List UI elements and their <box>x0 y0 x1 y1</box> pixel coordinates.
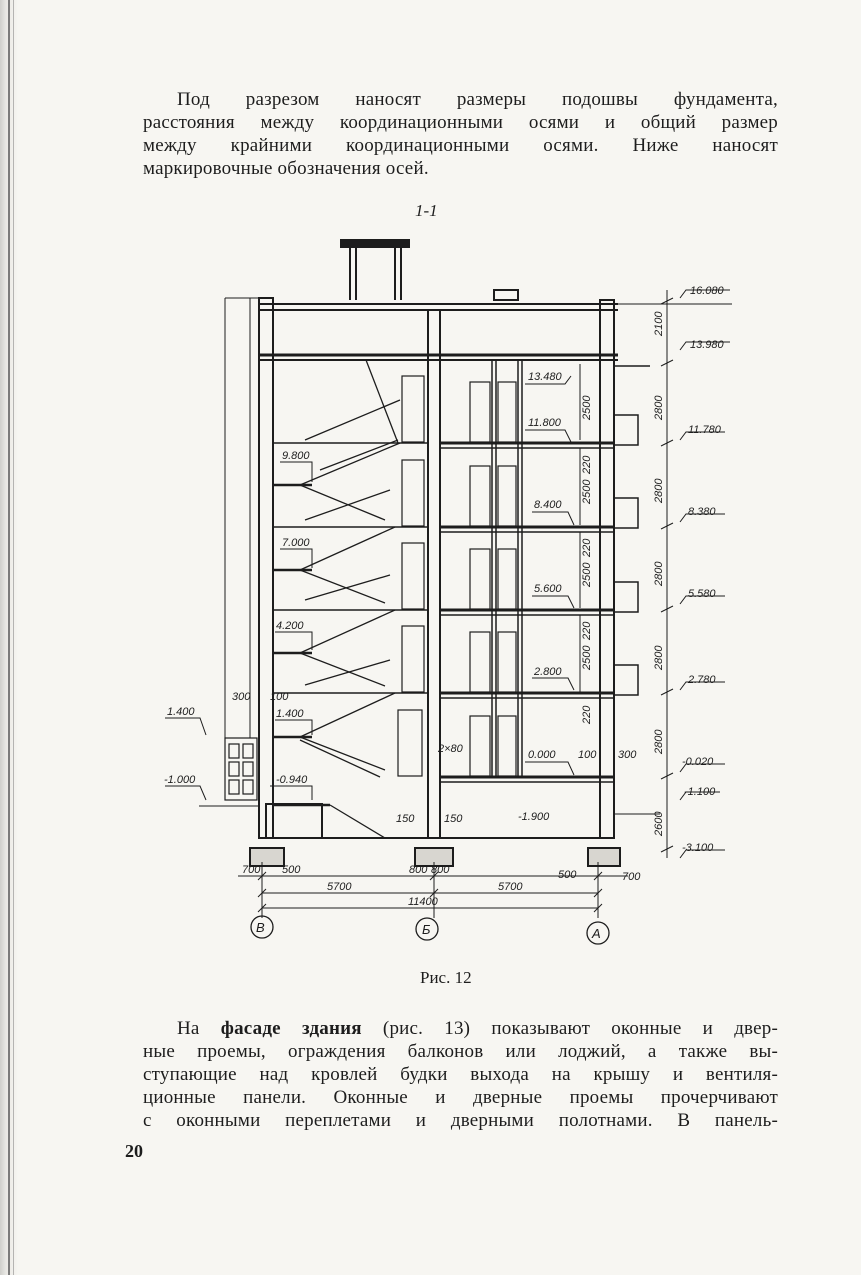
dim-150-b: 150 <box>444 813 463 825</box>
text-line: ные проемы, ограждения балконов или лоджий, а также вы- <box>143 1041 778 1062</box>
elev-right-6: -0.020 <box>682 756 714 768</box>
elev-left-1: -1.000 <box>164 774 196 786</box>
partition-walls <box>492 360 522 777</box>
landing-3: 1.400 <box>276 708 304 720</box>
right-wall <box>600 300 614 838</box>
middle-wall <box>428 310 440 838</box>
floor-height-0: 2100 <box>653 311 665 336</box>
dim-800-a: 800 <box>409 864 428 876</box>
elev-inner-1: 11.800 <box>528 417 561 429</box>
axis-label-v: В <box>256 920 265 935</box>
dim-100-right: 100 <box>578 749 597 761</box>
paragraph-facade <box>143 1017 778 1132</box>
landing-1: 7.000 <box>282 537 310 549</box>
elev-right-0: 16.080 <box>690 285 724 297</box>
landing-4: -0.940 <box>276 774 308 786</box>
window-height-0: 2500 <box>581 395 593 420</box>
elev-inner-6: -1.900 <box>518 811 550 823</box>
stair-flights <box>300 360 400 838</box>
text-line: На фасаде здания (рис. 13) показывают оконные и двер- <box>177 1018 778 1039</box>
floor-height-4: 2800 <box>653 645 665 670</box>
dim-700-left: 700 <box>242 864 261 876</box>
window-height-3: 2500 <box>581 645 593 670</box>
dim-span-left: 5700 <box>327 881 352 893</box>
text-line: между крайними координационными осями. Ниже наносят <box>143 135 778 156</box>
balconies <box>614 366 650 695</box>
figure-caption: Рис. 12 <box>420 968 472 987</box>
dim-500-right: 500 <box>558 869 577 881</box>
dim-500-left: 500 <box>282 864 301 876</box>
dim-700-right: 700 <box>622 871 641 883</box>
elev-right-5: 2.780 <box>688 674 716 686</box>
text-line: ционные панели. Оконные и дверные проемы прочерчивают <box>143 1087 778 1108</box>
lintel-3: 220 <box>581 705 593 724</box>
elev-right-3: 8.380 <box>688 506 716 518</box>
dim-300-left: 300 <box>232 691 251 703</box>
dim-100-left: 100 <box>270 691 289 703</box>
text-line: маркировочные обозначения осей. <box>143 158 429 179</box>
text-line: с оконными переплетами и дверными полотнами. В панель- <box>143 1110 778 1131</box>
floor-height-3: 2800 <box>653 561 665 586</box>
axis-label-b: Б <box>422 922 431 937</box>
elev-inner-5: 0.000 <box>528 749 556 761</box>
page-number: 20 <box>125 1141 143 1161</box>
dim-800-b: 800 <box>431 864 450 876</box>
lintel-1: 220 <box>581 538 593 557</box>
elev-inner-0: 13.480 <box>528 371 562 383</box>
window-height-1: 2500 <box>581 479 593 504</box>
floor-height-6: 2600 <box>653 811 665 836</box>
entrance-door <box>225 738 257 800</box>
basement <box>199 804 660 838</box>
floor-height-1: 2800 <box>653 395 665 420</box>
interior-doors <box>398 376 516 776</box>
floor-slabs <box>273 443 614 782</box>
elev-inner-2: 8.400 <box>534 499 562 511</box>
axis-label-a: А <box>592 926 601 941</box>
elev-right-7: -1.100 <box>684 786 716 798</box>
text-line: расстояния между координационными осями и общий размер <box>143 112 778 133</box>
elev-right-2: 11.780 <box>688 424 721 436</box>
elevation-markers-inner <box>525 376 574 775</box>
elev-right-4: 5.580 <box>688 588 716 600</box>
landing-0: 9.800 <box>282 450 310 462</box>
floor-height-5: 2800 <box>653 729 665 754</box>
roof-exit-booth <box>341 240 518 300</box>
bold-term: фасаде здания <box>220 1018 362 1039</box>
elev-inner-3: 5.600 <box>534 583 562 595</box>
elev-left-0: 1.400 <box>167 706 195 718</box>
left-wall <box>225 298 273 838</box>
section-label: 1-1 <box>415 201 438 220</box>
text-line: Под разрезом наносят размеры подошвы фундамента, <box>177 89 778 110</box>
dim-300-right: 300 <box>618 749 637 761</box>
window-height-2: 2500 <box>581 562 593 587</box>
elev-inner-4: 2.800 <box>534 666 562 678</box>
landing-2: 4.200 <box>276 620 304 632</box>
elev-right-1: 13.980 <box>690 339 724 351</box>
stair-landings <box>273 485 330 805</box>
lintel-2: 220 <box>581 621 593 640</box>
elevation-markers-right <box>680 290 730 858</box>
dim-total: 11400 <box>408 896 438 908</box>
text-line: ступающие над кровлей будки выхода на крышу и вентиля- <box>143 1064 778 1085</box>
elev-right-8: -3.100 <box>682 842 714 854</box>
lintel-0: 220 <box>581 455 593 474</box>
dim-2x80: 2×80 <box>438 743 463 755</box>
floor-height-2: 2800 <box>653 478 665 503</box>
dim-150-a: 150 <box>396 813 415 825</box>
dim-span-right: 5700 <box>498 881 523 893</box>
